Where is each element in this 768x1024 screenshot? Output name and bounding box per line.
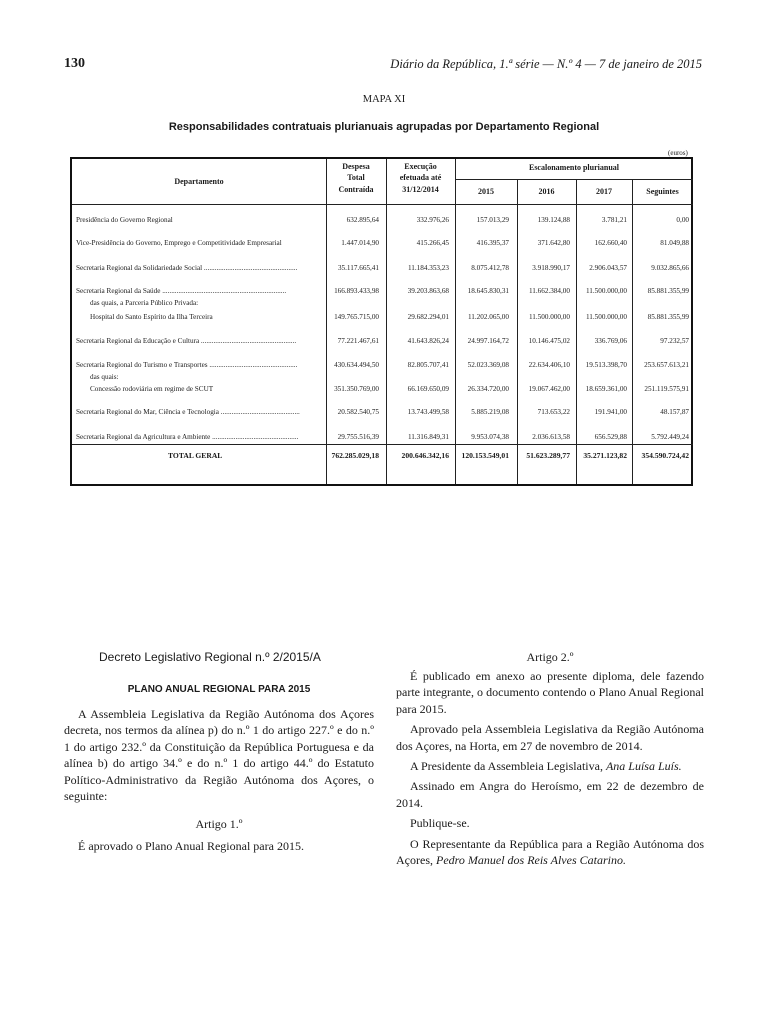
row-label: Secretaria Regional da Educação e Cultura ..................................................... [76, 337, 297, 345]
cell-despesa: 166.893.433,98 [334, 287, 379, 295]
cell-2017: 11.500.000,00 [585, 287, 627, 295]
cell-2016: 371.642,80 [537, 239, 570, 247]
col-divider [517, 179, 518, 484]
cell-2016: 11.662.384,00 [528, 287, 570, 295]
row-divider [455, 179, 693, 180]
header-despesa-2: Total [347, 173, 365, 182]
units-label: (euros) [668, 149, 688, 157]
total-label: TOTAL GERAL [168, 451, 223, 460]
cell-2017: 336.769,06 [594, 337, 627, 345]
header-seguintes: Seguintes [646, 187, 679, 196]
cell-execucao: 41.643.826,24 [407, 337, 449, 345]
cell-despesa: 149.765.715,00 [334, 313, 379, 321]
col-divider [386, 159, 387, 484]
row-label: Concessão rodoviária em regime de SCUT [90, 385, 214, 393]
row-label: Presidência do Governo Regional [76, 216, 173, 224]
row-label: Secretaria Regional da Agricultura e Ambiente ................................................ [76, 433, 299, 441]
total-divider [72, 444, 693, 445]
president-prefix: A Presidente da Assembleia Legislativa, [410, 759, 603, 774]
decree-title: Decreto Legislativo Regional n.º 2/2015/A [99, 650, 321, 664]
cell-2015: 8.075.412,78 [471, 264, 509, 272]
header-2016: 2016 [538, 187, 555, 196]
cell-despesa: 29.755.516,39 [337, 433, 379, 441]
publish-text: Publique-se. [410, 816, 470, 831]
cell-execucao: 11.316.849,31 [407, 433, 449, 441]
cell-2015: 18.645.830,31 [467, 287, 509, 295]
cell-2016: 10.146.475,02 [528, 337, 570, 345]
map-title: MAPA XI [362, 94, 406, 105]
approved-text: Aprovado pela Assembleia Legislativa da Região Autónoma dos Açores, na Horta, em 27 de novembro de 2014. [396, 722, 704, 753]
cell-2015: 11.202.065,00 [467, 313, 509, 321]
cell-seguintes: 253.657.613,21 [644, 361, 689, 369]
cell-execucao: 82.805.707,41 [407, 361, 449, 369]
row-label: Secretaria Regional do Mar, Ciência e Tecnologia ............................................ [76, 408, 300, 416]
cell-2015: 52.023.369,08 [467, 361, 509, 369]
total-2017: 35.271.123,82 [583, 451, 627, 460]
cell-2015: 416.395,37 [476, 239, 509, 247]
cell-execucao: 29.682.294,01 [407, 313, 449, 321]
cell-2017: 3.781,21 [601, 216, 627, 224]
cell-2017: 191.941,00 [594, 408, 627, 416]
col-divider [632, 179, 633, 484]
preamble [64, 706, 374, 804]
cell-2017: 2.906.043,57 [589, 264, 627, 272]
row-label: Secretaria Regional da Solidariedade Social .................................................... [76, 264, 298, 272]
cell-seguintes: 5.792.449,24 [651, 433, 689, 441]
cell-2015: 9.953.074,38 [471, 433, 509, 441]
article-2-title: Artigo 2.º [526, 650, 574, 664]
cell-seguintes: 85.881.355,99 [647, 287, 689, 295]
cell-2016: 2.036.613,58 [532, 433, 570, 441]
row-label: das quais, a Parceria Público Privada: [90, 299, 199, 307]
president-name: Ana Luísa Luís. [605, 759, 682, 774]
cell-despesa: 1.447.014,90 [341, 239, 379, 247]
cell-despesa: 35.117.665,41 [337, 264, 379, 272]
cell-2017: 11.500.000,00 [585, 313, 627, 321]
col-divider [326, 159, 327, 484]
col-divider [455, 159, 456, 484]
cell-2016: 19.067.462,00 [528, 385, 570, 393]
cell-2016: 11.500.000,00 [528, 313, 570, 321]
header-despesa-3: Contraída [338, 185, 374, 194]
header-execucao-2: efetuada até [399, 173, 442, 182]
total-execucao: 200.646.342,16 [401, 451, 449, 460]
cell-seguintes: 0,00 [676, 216, 689, 224]
total-seguintes: 354.590.724,42 [641, 451, 689, 460]
plan-title: PLANO ANUAL REGIONAL PARA 2015 [127, 684, 311, 695]
header-departamento: Departamento [174, 177, 224, 186]
cell-2017: 19.513.398,70 [585, 361, 627, 369]
representative-prefix: O Representante da República para a Região Autónoma dos Açores, [396, 836, 704, 868]
header-2015: 2015 [478, 187, 494, 196]
cell-2015: 24.997.164,72 [467, 337, 509, 345]
cell-execucao: 13.743.499,58 [407, 408, 449, 416]
cell-2015: 26.334.720,00 [467, 385, 509, 393]
cell-despesa: 632.895,64 [346, 216, 379, 224]
header-despesa-1: Despesa [342, 162, 370, 171]
article-1 [64, 838, 374, 854]
cell-seguintes: 85.881.355,99 [647, 313, 689, 321]
cell-2017: 656.529,88 [594, 433, 627, 441]
cell-execucao: 66.169.650,09 [407, 385, 449, 393]
preamble-text: A Assembleia Legislativa da Região Autónoma dos Açores decreta, nos termos da alínea p) do n.º 1 do artigo 227.º e do n.º 1 do artigo 232.º da Constituição da República Portuguesa e da alínea b) do artigo 34.º e do n.º 1 do artigo 44.º do Estatuto Político-Administrativo da Região Autónoma dos Açores, o seguinte: [64, 707, 374, 804]
cell-2016: 713.653,22 [537, 408, 570, 416]
cell-despesa: 20.582.540,75 [337, 408, 379, 416]
right-column [396, 668, 704, 868]
total-despesa: 762.285.029,18 [331, 451, 379, 460]
cell-2016: 139.124,88 [537, 216, 570, 224]
cell-seguintes: 81.049,88 [660, 239, 689, 247]
cell-2016: 3.918.990,17 [532, 264, 570, 272]
header-divider [72, 204, 693, 205]
col-divider [576, 179, 577, 484]
cell-seguintes: 9.032.865,66 [651, 264, 689, 272]
total-2016: 51.623.289,77 [526, 451, 570, 460]
cell-2016: 22.634.406,10 [528, 361, 570, 369]
map-subtitle: Responsabilidades contratuais plurianuais agrupadas por Departamento Regional [168, 121, 600, 133]
row-label: Vice-Presidência do Governo, Emprego e Competitividade Empresarial [76, 239, 282, 247]
cell-2015: 5.885.219,08 [471, 408, 509, 416]
row-label: das quais: [90, 373, 119, 381]
cell-execucao: 415.266,45 [416, 239, 449, 247]
cell-despesa: 351.350.769,00 [334, 385, 379, 393]
cell-seguintes: 97.232,57 [660, 337, 689, 345]
page-number: 130 [64, 56, 85, 71]
cell-execucao: 11.184.353,23 [407, 264, 449, 272]
row-label: Secretaria Regional da Saúde ..................................................................... [76, 287, 287, 295]
cell-execucao: 332.976,26 [416, 216, 449, 224]
running-head: Diário da República, 1.ª série — N.º 4 — 7 de janeiro de 2015 [390, 57, 702, 71]
cell-2015: 157.013,29 [476, 216, 509, 224]
representative-line [396, 836, 704, 869]
cell-despesa: 430.634.494,50 [334, 361, 379, 369]
article-1-title: Artigo 1.º [195, 817, 243, 831]
cell-2017: 18.659.361,00 [585, 385, 627, 393]
commitments-table [70, 157, 693, 486]
total-2015: 120.153.549,01 [461, 451, 509, 460]
article-1-text: É aprovado o Plano Anual Regional para 2015. [78, 839, 304, 853]
row-label: Secretaria Regional do Turismo e Transportes ................................................. [76, 361, 298, 369]
header-execucao-3: 31/12/2014 [402, 185, 439, 194]
row-label: Hospital do Santo Espírito da Ilha Terceira [90, 313, 213, 321]
president-line [396, 758, 704, 774]
cell-execucao: 39.203.863,68 [407, 287, 449, 295]
cell-despesa: 77.221.467,61 [337, 337, 379, 345]
header-execucao-1: Execução [404, 162, 437, 171]
header-2017: 2017 [596, 187, 612, 196]
article-2-text: É publicado em anexo ao presente diploma, dele fazendo parte integrante, o documento contendo o Plano Anual Regional para 2015. [396, 669, 704, 716]
cell-seguintes: 251.119.575,91 [644, 385, 689, 393]
header-escalonamento: Escalonamento plurianual [528, 163, 619, 172]
cell-seguintes: 48.157,87 [660, 408, 689, 416]
representative-name: Pedro Manuel dos Reis Alves Catarino. [435, 853, 626, 868]
signed-text: Assinado em Angra do Heroísmo, em 22 de dezembro de 2014. [396, 779, 704, 810]
cell-2017: 162.660,40 [594, 239, 627, 247]
